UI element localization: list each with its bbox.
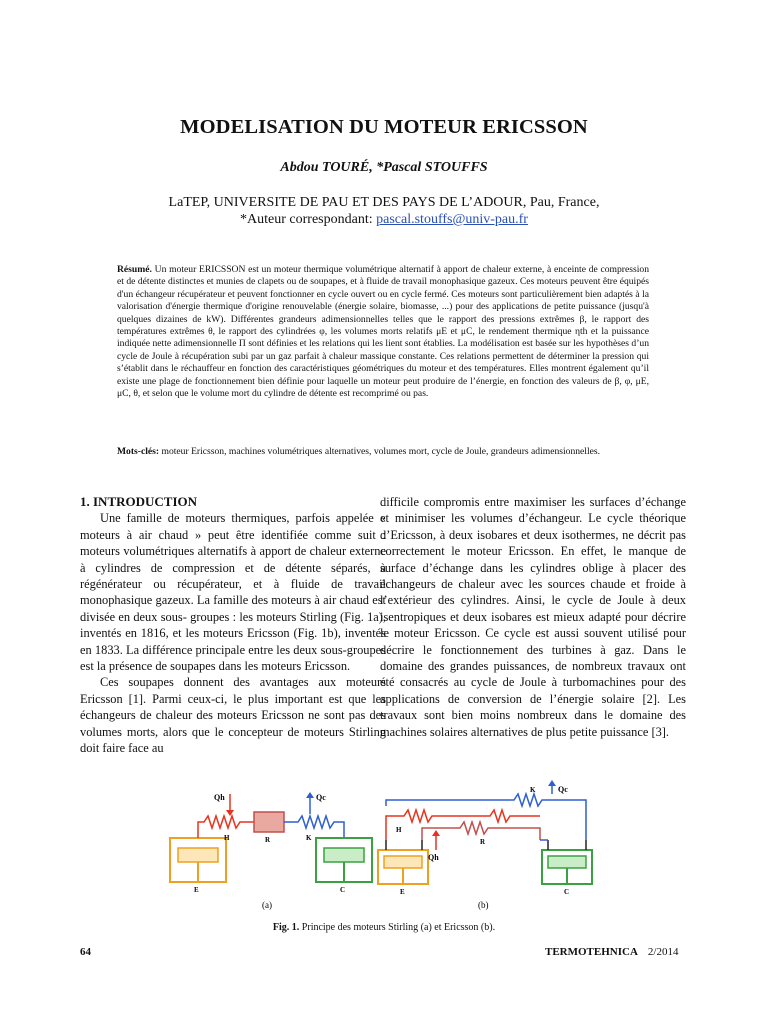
c-label: C [340, 886, 346, 894]
ericsson-diagram [378, 780, 592, 910]
abstract-lead: Résumé. [117, 264, 152, 275]
cooler-coil [284, 816, 344, 838]
corresponding-author-label: *Auteur correspondant: [240, 212, 377, 227]
c-label: C [564, 888, 570, 896]
page-number: 64 [80, 946, 91, 958]
qh-label: Qh [428, 853, 439, 862]
hot-line [450, 810, 540, 822]
compression-cylinder [542, 850, 592, 884]
qc-label: Qc [316, 793, 326, 802]
k-label: K [306, 834, 312, 842]
authors: Abdou TOURÉ, *Pascal STOUFFS [280, 160, 488, 175]
affiliation-line: LaTEP, UNIVERSITE DE PAU ET DES PAYS DE L’ADOUR, Pau, France, [168, 195, 600, 210]
qh-label: Qh [214, 793, 225, 802]
figure-caption-lead: Fig. 1. [272, 922, 300, 933]
corresponding-author [0, 211, 768, 228]
h-label: H [224, 834, 230, 842]
figure-caption [0, 922, 768, 933]
subfigure-b-label: (b) [478, 900, 489, 910]
affiliation [0, 194, 768, 228]
paragraph: Une famille de moteurs thermiques, parfois appelée « moteurs à air chaud » peut être identifiée comme suit : moteurs volumétriques alternatifs à apport de chaleur externe à cylindres de compression et de détente séparés, à régénérateur ou récupérateur, et à fluide de travail monophasique gazeux. La famille des moteurs à air chaud est divisée en deux sous- groupes : les moteurs Stirling (Fig. 1a), inventés en 1816, et les moteurs Ericsson (Fig. 1b), inventés en 1833. La différence principale entre les deux sous-groupes est la présence de soupapes dans les moteurs Ericsson. [80, 511, 386, 674]
keywords [117, 446, 649, 458]
regenerator-block [254, 812, 284, 832]
section-heading: 1. INTRODUCTION [80, 494, 198, 509]
cooler-coil [386, 794, 586, 840]
right-column [380, 494, 686, 740]
h-label: H [396, 826, 402, 834]
subfigure-a-label: (a) [262, 900, 272, 910]
compression-cylinder [316, 838, 372, 882]
stirling-diagram [170, 792, 372, 910]
keywords-text: moteur Ericsson, machines volumétriques alternatives, volumes mort, cycle de Joule, grandeurs adimensionnelles. [159, 446, 601, 457]
journal-issue: 2/2014 [647, 946, 679, 958]
page-title: MODELISATION DU MOTEUR ERICSSON [180, 116, 588, 138]
heater-coil [386, 810, 450, 840]
expansion-cylinder [170, 838, 226, 882]
left-column [80, 494, 386, 757]
paragraph: Ces soupapes donnent des avantages aux moteurs Ericsson [1]. Parmi ceux-ci, le plus important est que les échangeurs de chaleur des moteurs Ericsson ne sont pas des volumes morts, alors que le concepteur de moteurs Stirling doit faire face au [80, 675, 386, 756]
r-label: R [265, 836, 271, 844]
engine-schematic-figure [160, 780, 610, 915]
e-label: E [194, 886, 199, 894]
abstract [117, 264, 649, 400]
expansion-cylinder [378, 850, 428, 884]
figure-caption-text: Principe des moteurs Stirling (a) et Ericsson (b). [299, 922, 496, 933]
r-label: R [480, 838, 486, 846]
author-email-link[interactable]: pascal.stouffs@univ-pau.fr [376, 212, 528, 227]
e-label: E [400, 888, 405, 896]
abstract-text: Un moteur ERICSSON est un moteur thermique volumétrique alternatif à apport de chaleur externe, à enceinte de compression et de détente distinctes et munies de clapets ou de soupapes, et à fluide de travail monophasique gazeux. Ces moteurs peuvent être équipés d'un échangeur récupérateur et peuvent fonctionner en cycle ouvert ou en cycle fermé. Ces moteurs sont particulièrement bien adaptés à la valorisation d'énergie thermique d'origine renouvelable (énergie solaire, biomasse, ...) pour des applications de petite puissance (jusqu'à quelques dizaines de kW). Différentes grandeurs adimensionnelles telles que le rapport des pressions extrêmes β, le rapport des températures extrêmes θ, le rapport des cylindrées φ, les volumes morts relatifs μE et μC, le rendement thermique ηth et la puissance indiquée nette adimensionnelle Π sont définies et les relations qui les lient sont établies. La modélisation est basée sur les hypothèses d’un cycle de Joule à récupération subi par un gaz parfait à chaleur massique constante. Ces relations permettent de déterminer la pression qui s’établit dans le réchauffeur en fonction des caractéristiques géométriques du moteur et des températures. Elles montrent également qu’il existe une plage de fonctionnement bien définie pour laquelle un moteur peut produire de l’énergie, en fonction des valeurs de β, φ, μE, μC, θ, et selon que le volume mort du cylindre de détente est recomprimé ou pas. [117, 264, 649, 400]
k-label: K [530, 786, 536, 794]
paragraph: difficile compromis entre maximiser les surfaces d’échange et minimiser les volumes d’échangeur. Le cycle théorique d’Ericsson, à deux isobares et deux isothermes, ne décrit pas correctement le moteur Ericsson. En effet, le manque de surface d’échange dans les cylindres oblige à placer des échangeurs de chaleur avec les sources chaude et froide à l’extérieur des cylindres. Ainsi, le cycle de Joule à deux isentropiques et deux isobares est mieux adapté pour décrire le moteur Ericsson. Ce cycle est aussi souvent utilisé pour décrire le fonctionnement des turbines à gaz. Dans le domaine des grandes puissances, de nombreux travaux ont été consacrés au cycle de Joule à turbomachines pour des applications de conversion de l’énergie solaire [2]. Les travaux sont bien moins nombreux dans le domaine des machines solaires alternatives de plus petite puissance [3]. [380, 495, 686, 739]
journal-name: TERMOTEHNICA [545, 946, 638, 958]
qc-label: Qc [558, 785, 568, 794]
keywords-lead: Mots-clés: [117, 446, 160, 457]
journal-footer [545, 946, 678, 958]
